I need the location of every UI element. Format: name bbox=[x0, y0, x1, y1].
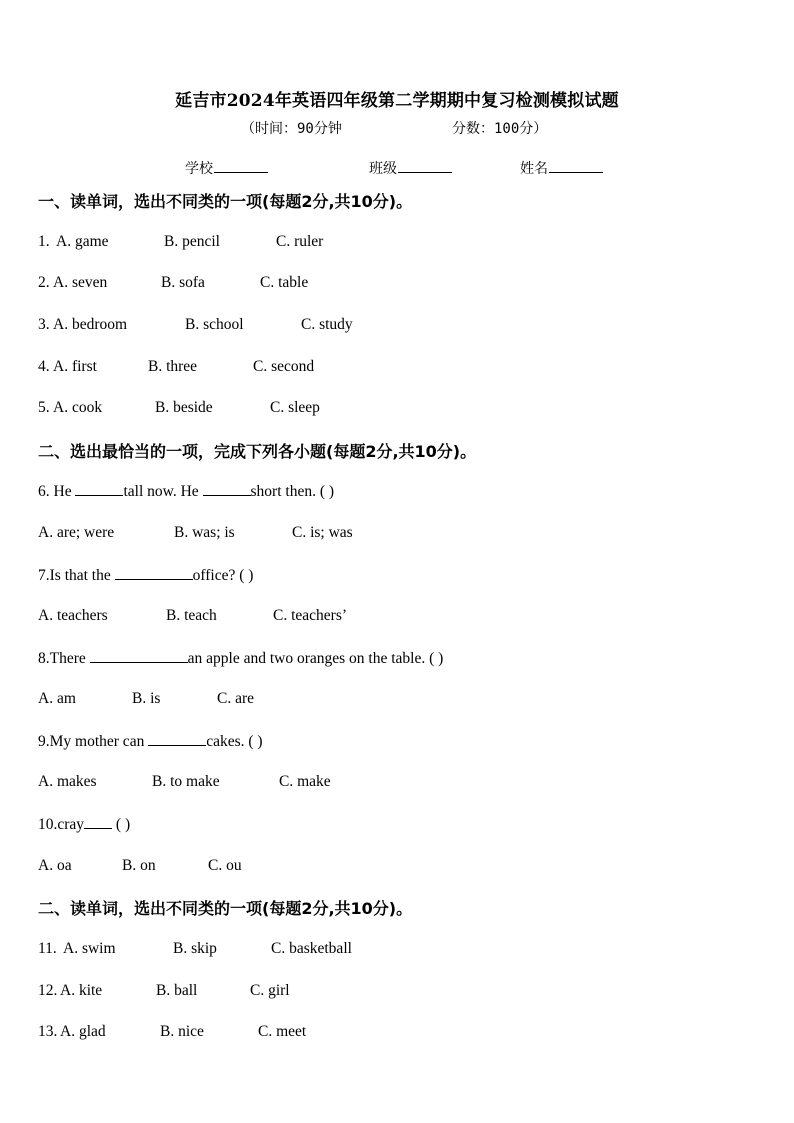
q12-option-c[interactable]: C. girl bbox=[250, 982, 290, 999]
q6-blank-1[interactable] bbox=[75, 482, 123, 496]
class-label: 班级 bbox=[369, 161, 397, 177]
name-label: 姓名 bbox=[520, 161, 548, 177]
q5-option-a[interactable]: A. cook bbox=[53, 399, 103, 416]
q3-option-c[interactable]: C. study bbox=[301, 316, 353, 333]
q5-option-c[interactable]: C. sleep bbox=[270, 399, 320, 416]
class-field[interactable] bbox=[369, 158, 452, 178]
school-label: 学校 bbox=[185, 161, 213, 177]
q4-option-c[interactable]: C. second bbox=[253, 358, 315, 375]
question-7: 7.Is that the office? ( ) bbox=[38, 567, 254, 584]
q9-option-a[interactable]: A. makes bbox=[38, 773, 97, 790]
question-13: 13. A. glad B. nice C. meet bbox=[38, 1023, 307, 1040]
question-6: 6. He tall now. He short then. ( ) bbox=[38, 483, 335, 500]
q1-option-b[interactable]: B. pencil bbox=[164, 233, 220, 250]
q9-blank[interactable] bbox=[148, 732, 206, 746]
q5-option-b[interactable]: B. beside bbox=[155, 399, 213, 416]
question-4: 4. A. first B. three C. second bbox=[38, 358, 315, 375]
q6-option-a[interactable]: A. are; were bbox=[38, 524, 115, 541]
q6-blank-2[interactable] bbox=[203, 482, 251, 496]
q8-blank[interactable] bbox=[90, 649, 188, 663]
name-field[interactable] bbox=[520, 158, 603, 178]
school-field[interactable] bbox=[185, 158, 268, 178]
q13-option-b[interactable]: B. nice bbox=[160, 1023, 204, 1040]
question-5: 5. A. cook B. beside C. sleep bbox=[38, 399, 320, 416]
q1-option-c[interactable]: C. ruler bbox=[276, 233, 324, 250]
q8-option-b[interactable]: B. is bbox=[132, 690, 161, 707]
question-11: 11. A. swim B. skip C. basketball bbox=[38, 940, 352, 957]
q6-option-b[interactable]: B. was; is bbox=[174, 524, 235, 541]
score-info: 分数：100分） bbox=[452, 121, 548, 137]
q2-option-c[interactable]: C. table bbox=[260, 274, 309, 291]
section-3-heading: 二、读单词，选出不同类的一项(每题2分,共10分)。 bbox=[38, 899, 413, 918]
q7-option-c[interactable]: C. teachers’ bbox=[273, 607, 348, 624]
q11-option-a[interactable]: A. swim bbox=[63, 940, 116, 957]
q10-option-a[interactable]: A. oa bbox=[38, 857, 72, 874]
section-2-heading: 二、选出最恰当的一项，完成下列各小题(每题2分,共10分)。 bbox=[38, 442, 477, 461]
q1-option-a[interactable]: A. game bbox=[56, 233, 109, 250]
question-10: 10.cray ( ) bbox=[38, 816, 131, 833]
q4-option-a[interactable]: A. first bbox=[53, 358, 97, 375]
q6-option-c[interactable]: C. is; was bbox=[292, 524, 353, 541]
q9-option-b[interactable]: B. to make bbox=[152, 773, 220, 790]
question-8: 8.There an apple and two oranges on the table. ( ) bbox=[38, 650, 444, 667]
q10-option-b[interactable]: B. on bbox=[122, 857, 156, 874]
q10-option-c[interactable]: C. ou bbox=[208, 857, 242, 874]
q9-option-c[interactable]: C. make bbox=[279, 773, 331, 790]
question-2: 2. A. seven B. sofa C. table bbox=[38, 274, 309, 291]
q3-option-a[interactable]: A. bedroom bbox=[53, 316, 128, 333]
q11-option-b[interactable]: B. skip bbox=[173, 940, 217, 957]
q3-option-b[interactable]: B. school bbox=[185, 316, 244, 333]
question-3: 3. A. bedroom B. school C. study bbox=[38, 316, 353, 333]
q7-option-b[interactable]: B. teach bbox=[166, 607, 217, 624]
question-9: 9.My mother can cakes. ( ) bbox=[38, 733, 263, 750]
question-1: 1. A. game B. pencil C. ruler bbox=[38, 233, 324, 250]
q8-option-a[interactable]: A. am bbox=[38, 690, 76, 707]
q2-option-b[interactable]: B. sofa bbox=[161, 274, 205, 291]
q13-option-c[interactable]: C. meet bbox=[258, 1023, 307, 1040]
time-info: （时间：90分钟 bbox=[241, 121, 342, 137]
q11-option-c[interactable]: C. basketball bbox=[271, 940, 352, 957]
exam-info bbox=[0, 118, 794, 138]
page-title: 延吉市2024年英语四年级第二学期期中复习检测模拟试题 bbox=[175, 91, 619, 111]
q12-option-a[interactable]: A. kite bbox=[60, 982, 103, 999]
q2-option-a[interactable]: A. seven bbox=[53, 274, 108, 291]
q7-blank[interactable] bbox=[115, 566, 193, 580]
question-12: 12. A. kite B. ball C. girl bbox=[38, 982, 290, 999]
q13-option-a[interactable]: A. glad bbox=[60, 1023, 106, 1040]
q10-blank[interactable] bbox=[84, 815, 112, 829]
q12-option-b[interactable]: B. ball bbox=[156, 982, 198, 999]
q4-option-b[interactable]: B. three bbox=[148, 358, 198, 375]
q7-option-a[interactable]: A. teachers bbox=[38, 607, 108, 624]
q8-option-c[interactable]: C. are bbox=[217, 690, 255, 707]
section-1-heading: 一、读单词，选出不同类的一项(每题2分,共10分)。 bbox=[38, 192, 413, 211]
student-fields bbox=[0, 158, 794, 180]
